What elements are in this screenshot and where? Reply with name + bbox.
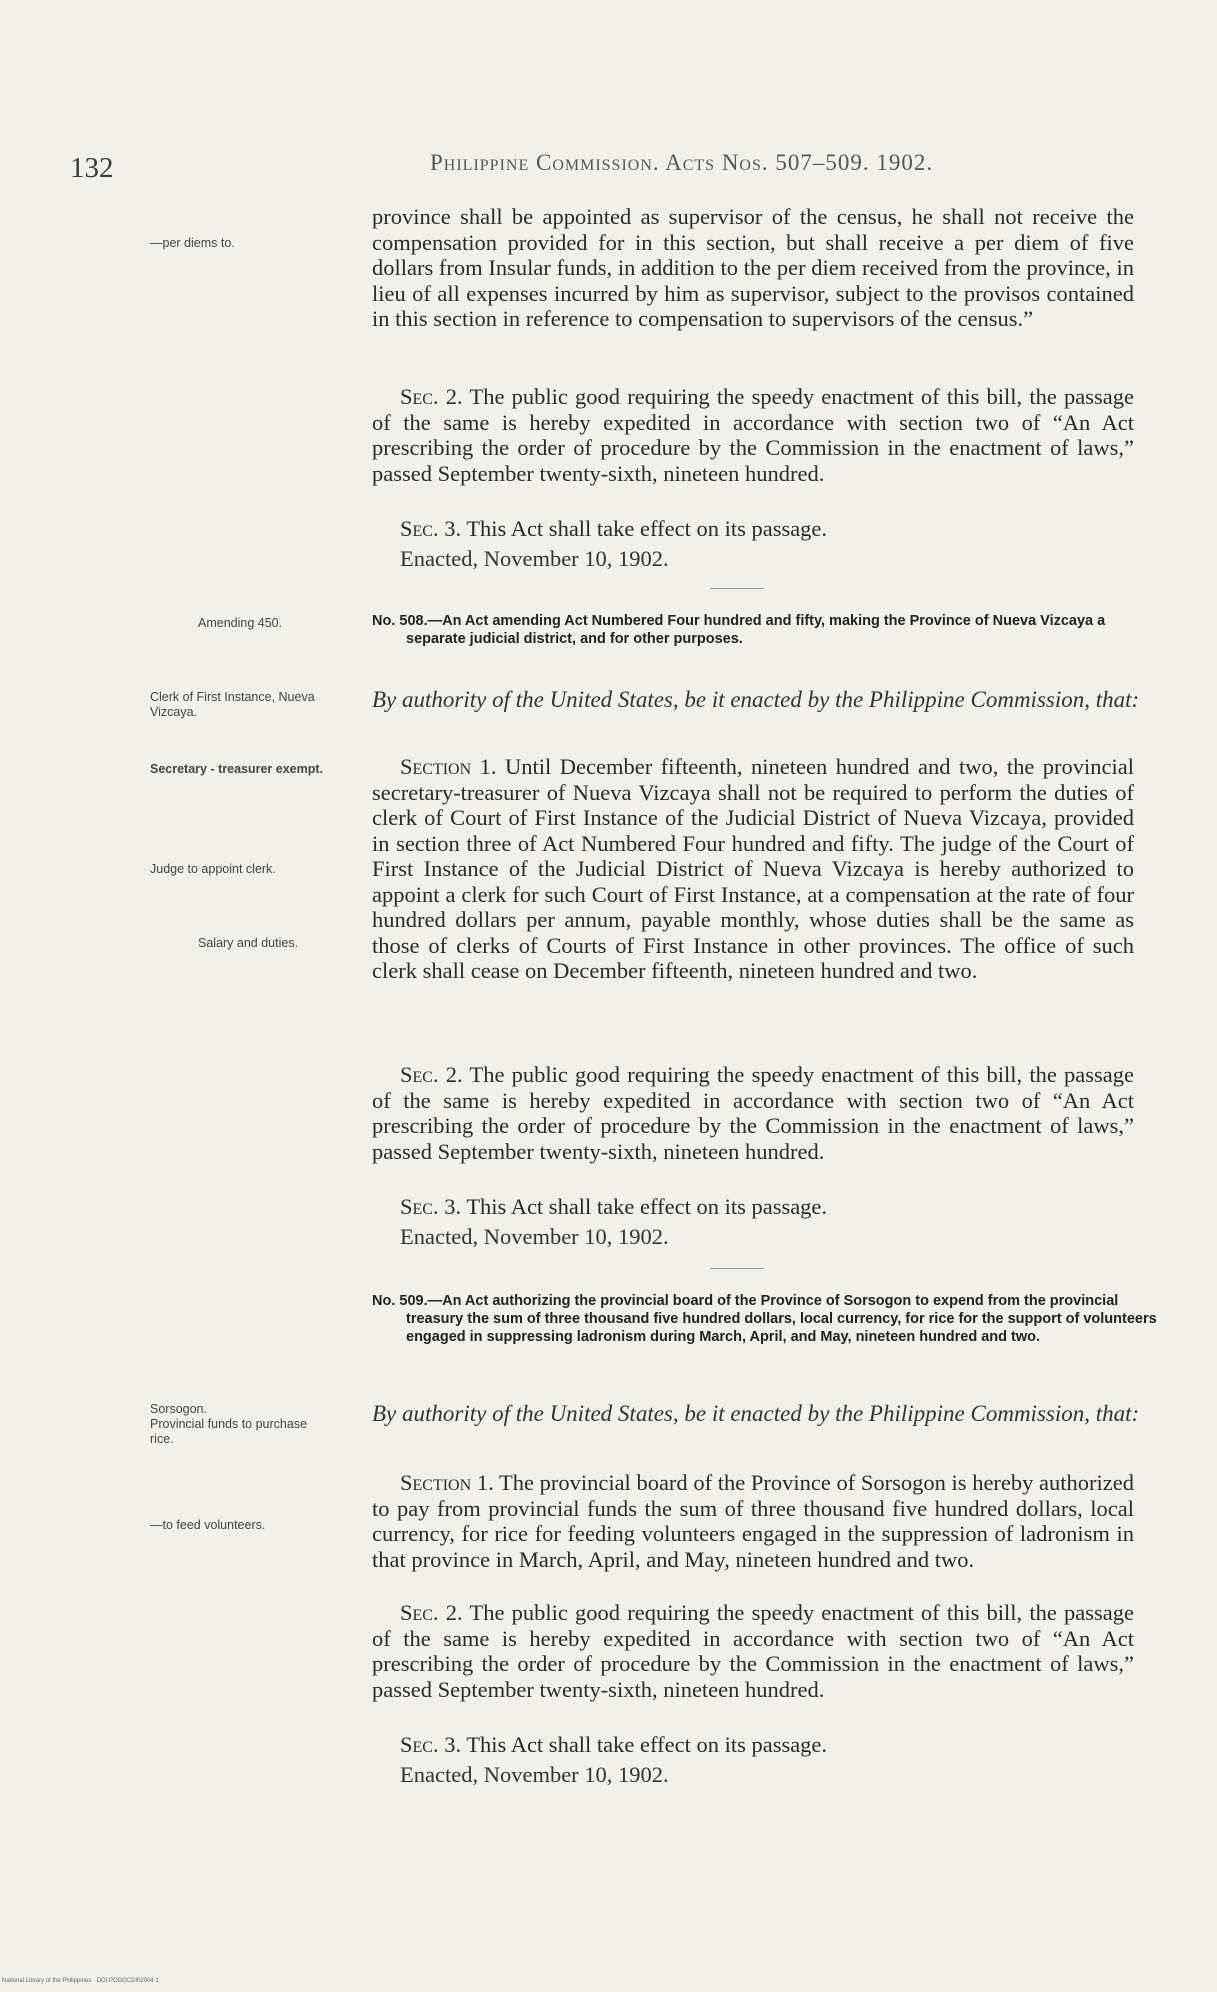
section-text: This Act shall take effect on its passage.	[466, 516, 828, 541]
section-text: Until December fifteenth, nineteen hundred and two, the provincial secretary-treasurer of Nueva Vizcaya shall not be required to perform the duties of clerk of Court of First Instance of the Judicial District of Nueva Vizcaya, provided in section three of Act Numbered Four hundred and fifty. The judge of the Court of First Instance of the Judicial District of Nueva Vizcaya is hereby authorized to appoint a clerk for such Court of First Instance, at a compensation at the rate of four hundred dollars per annum, payable monthly, whose duties shall be the same as those of clerks of Courts of First Instance in other provinces. The office of such clerk shall cease on December fifteenth, nineteen hundred and two.	[372, 754, 1135, 983]
act-508-section-3	[372, 1194, 1134, 1220]
section-label: Sec. 2.	[400, 1600, 463, 1625]
section-text: The public good requiring the speedy enactment of this bill, the passage of the same is hereby expedited in accordance with section two of “An Act prescribing the order of procedure by the Commission in the enactment of laws,” passed September twenty-sixth, nineteen hundred.	[372, 1600, 1135, 1702]
section-text: The public good requiring the speedy enactment of this bill, the passage of the same is hereby expedited in accordance with section two of “An Act prescribing the order of procedure by the Commission in the enactment of laws,” passed September twenty-sixth, nineteen hundred.	[372, 384, 1135, 486]
section-text: This Act shall take effect on its passage.	[466, 1194, 828, 1219]
act-508-enacting-clause: By authority of the United States, be it enacted by the Philippine Commission, that:	[372, 687, 1140, 712]
margin-note-secretary: Secretary - treasurer exempt.	[150, 762, 324, 776]
section-text: The public good requiring the speedy enactment of this bill, the passage of the same is hereby expedited in accordance with section two of “An Act prescribing the order of procedure by the Commission in the enactment of laws,” passed September twenty-sixth, nineteen hundred.	[372, 1062, 1135, 1164]
act-508-section-1	[372, 754, 1134, 984]
section-text: This Act shall take effect on its passage.	[466, 1732, 828, 1757]
act-509-enacting-clause: By authority of the United States, be it enacted by the Philippine Commission, that:	[372, 1401, 1140, 1426]
section-label: Section 1.	[400, 1470, 494, 1495]
section-label: Sec. 3.	[400, 1732, 462, 1757]
section-label: Sec. 3.	[400, 516, 462, 541]
act-507-section-3	[372, 516, 1134, 542]
margin-note-clerk: Clerk of First Instance, Nueva Vizcaya.	[150, 690, 315, 719]
act-508-section-2	[372, 1062, 1134, 1164]
running-title: Philippine Commission. Acts Nos. 507–509. 1902.	[430, 150, 934, 175]
footer-credit: National Library of the Philippines · DOI:PODOCDI02004 1	[2, 1978, 159, 1984]
act-508-heading: No. 508.—An Act amending Act Numbered Four hundred and fifty, making the Province of Nueva Vizcaya a separate judicial district, and for other purposes.	[372, 613, 1106, 647]
margin-note-sorsogon: Sorsogon.	[150, 1402, 207, 1416]
act-507-section-2	[372, 384, 1134, 486]
margin-note-salary: Salary and duties.	[198, 936, 299, 950]
act-507-enacted-date: Enacted, November 10, 1902.	[400, 546, 669, 571]
act-509-section-2	[372, 1600, 1134, 1702]
act-507-continuation-paragraph: province shall be appointed as supervisor of the census, he shall not receive the compensation provided for in this section, but shall receive a per diem of five dollars from Insular funds, in addition to the per diem received from the province, in lieu of all expenses incurred by him as supervisor, subject to the provisos contained in this section in reference to compensation to supervisors of the census.”	[372, 204, 1134, 331]
margin-note-feed-volunteers: —to feed volunteers.	[150, 1518, 266, 1532]
section-label: Sec. 2.	[400, 384, 463, 409]
section-label: Sec. 3.	[400, 1194, 462, 1219]
act-509-enacted-date: Enacted, November 10, 1902.	[400, 1762, 669, 1787]
margin-note-judge: Judge to appoint clerk.	[150, 862, 276, 876]
act-509-section-1	[372, 1470, 1134, 1572]
margin-note-per-diems: —per diems to.	[150, 236, 235, 250]
act-508-enacted-date: Enacted, November 10, 1902.	[400, 1224, 669, 1249]
section-text: The provincial board of the Province of Sorsogon is hereby authorized to pay from provincial funds the sum of three thousand five hundred dollars, local currency, for rice for feeding volunteers engaged in the suppression of ladronism in that province in March, April, and May, nineteen hundred and two.	[372, 1470, 1135, 1572]
section-divider	[710, 588, 764, 589]
act-509-heading: No. 509.—An Act authorizing the provincial board of the Province of Sorsogon to expend from the provincial treasury the sum of three thousand five hundred dollars, local currency, for rice for the support of volunteers engaged in suppressing ladronism during March, April, and May, nineteen hundred and two.	[372, 1293, 1157, 1345]
section-label: Section 1.	[400, 754, 497, 779]
margin-note-amending: Amending 450.	[198, 616, 283, 630]
margin-note-provincial-funds: Provincial funds to purchase rice.	[150, 1417, 308, 1446]
act-509-section-3	[372, 1732, 1134, 1758]
section-divider	[710, 1268, 764, 1269]
page-number: 132	[70, 152, 114, 184]
section-label: Sec. 2.	[400, 1062, 463, 1087]
